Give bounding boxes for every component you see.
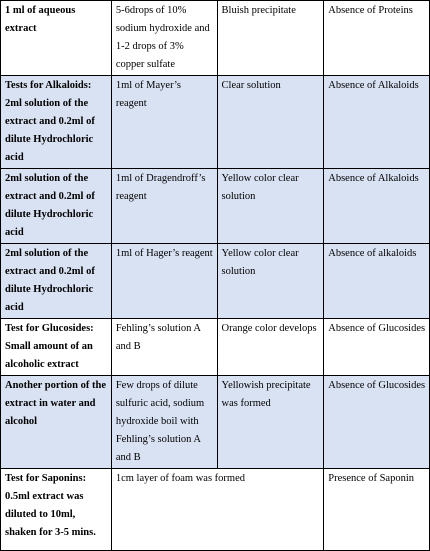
inference-cell: Absence of Proteins (324, 1, 430, 76)
table-row (1, 376, 430, 469)
observation-cell: Clear solution (217, 76, 324, 169)
reagent-cell: 1ml of Dragendroff’s reagent (111, 169, 217, 244)
inference-cell: Absence of Glucosides (324, 376, 430, 469)
test-cell: Test for Glucosides: Small amount of an alcoholic extract (1, 319, 112, 376)
inference-cell: Presence of Saponin (324, 469, 430, 551)
table-row (1, 244, 430, 319)
reagent-cell: 1ml of Mayer’s reagent (111, 76, 217, 169)
test-cell: 1 ml of aqueous extract (1, 1, 112, 76)
reagent-cell: 1ml of Hager’s reagent (111, 244, 217, 319)
observation-cell: Yellow color clear solution (217, 169, 324, 244)
inference-cell: Absence of alkaloids (324, 244, 430, 319)
table-row (1, 319, 430, 376)
inference-cell: Absence of Alkaloids (324, 169, 430, 244)
inference-cell: Absence of Alkaloids (324, 76, 430, 169)
reagent-cell: Fehling’s solution A and B (111, 319, 217, 376)
test-cell: 2ml solution of the extract and 0.2ml of dilute Hydrochloric acid (1, 244, 112, 319)
test-cell: 2ml solution of the extract and 0.2ml of dilute Hydrochloric acid (1, 169, 112, 244)
reagent-cell: 5-6drops of 10% sodium hydroxide and 1-2 drops of 3% copper sulfate (111, 1, 217, 76)
table-row (1, 469, 430, 551)
observation-cell: Orange color develops (217, 319, 324, 376)
test-cell: Another portion of the extract in water and alcohol (1, 376, 112, 469)
observation-cell: Bluish precipitate (217, 1, 324, 76)
reagent-cell: Few drops of dilute sulfuric acid, sodium hydroxide boil with Fehling’s solution A and B (111, 376, 217, 469)
observation-cell: Yellowish precipitate was formed (217, 376, 324, 469)
observation-cell: Yellow color clear solution (217, 244, 324, 319)
table-row (1, 76, 430, 169)
reagent-observation-cell: 1cm layer of foam was formed (111, 469, 323, 551)
table-row (1, 1, 430, 76)
test-cell: Tests for Alkaloids: 2ml solution of the extract and 0.2ml of dilute Hydrochloric acid (1, 76, 112, 169)
inference-cell: Absence of Glucosides (324, 319, 430, 376)
test-cell: Test for Saponins: 0.5ml extract was diluted to 10ml, shaken for 3-5 mins. (1, 469, 112, 551)
table-row (1, 169, 430, 244)
